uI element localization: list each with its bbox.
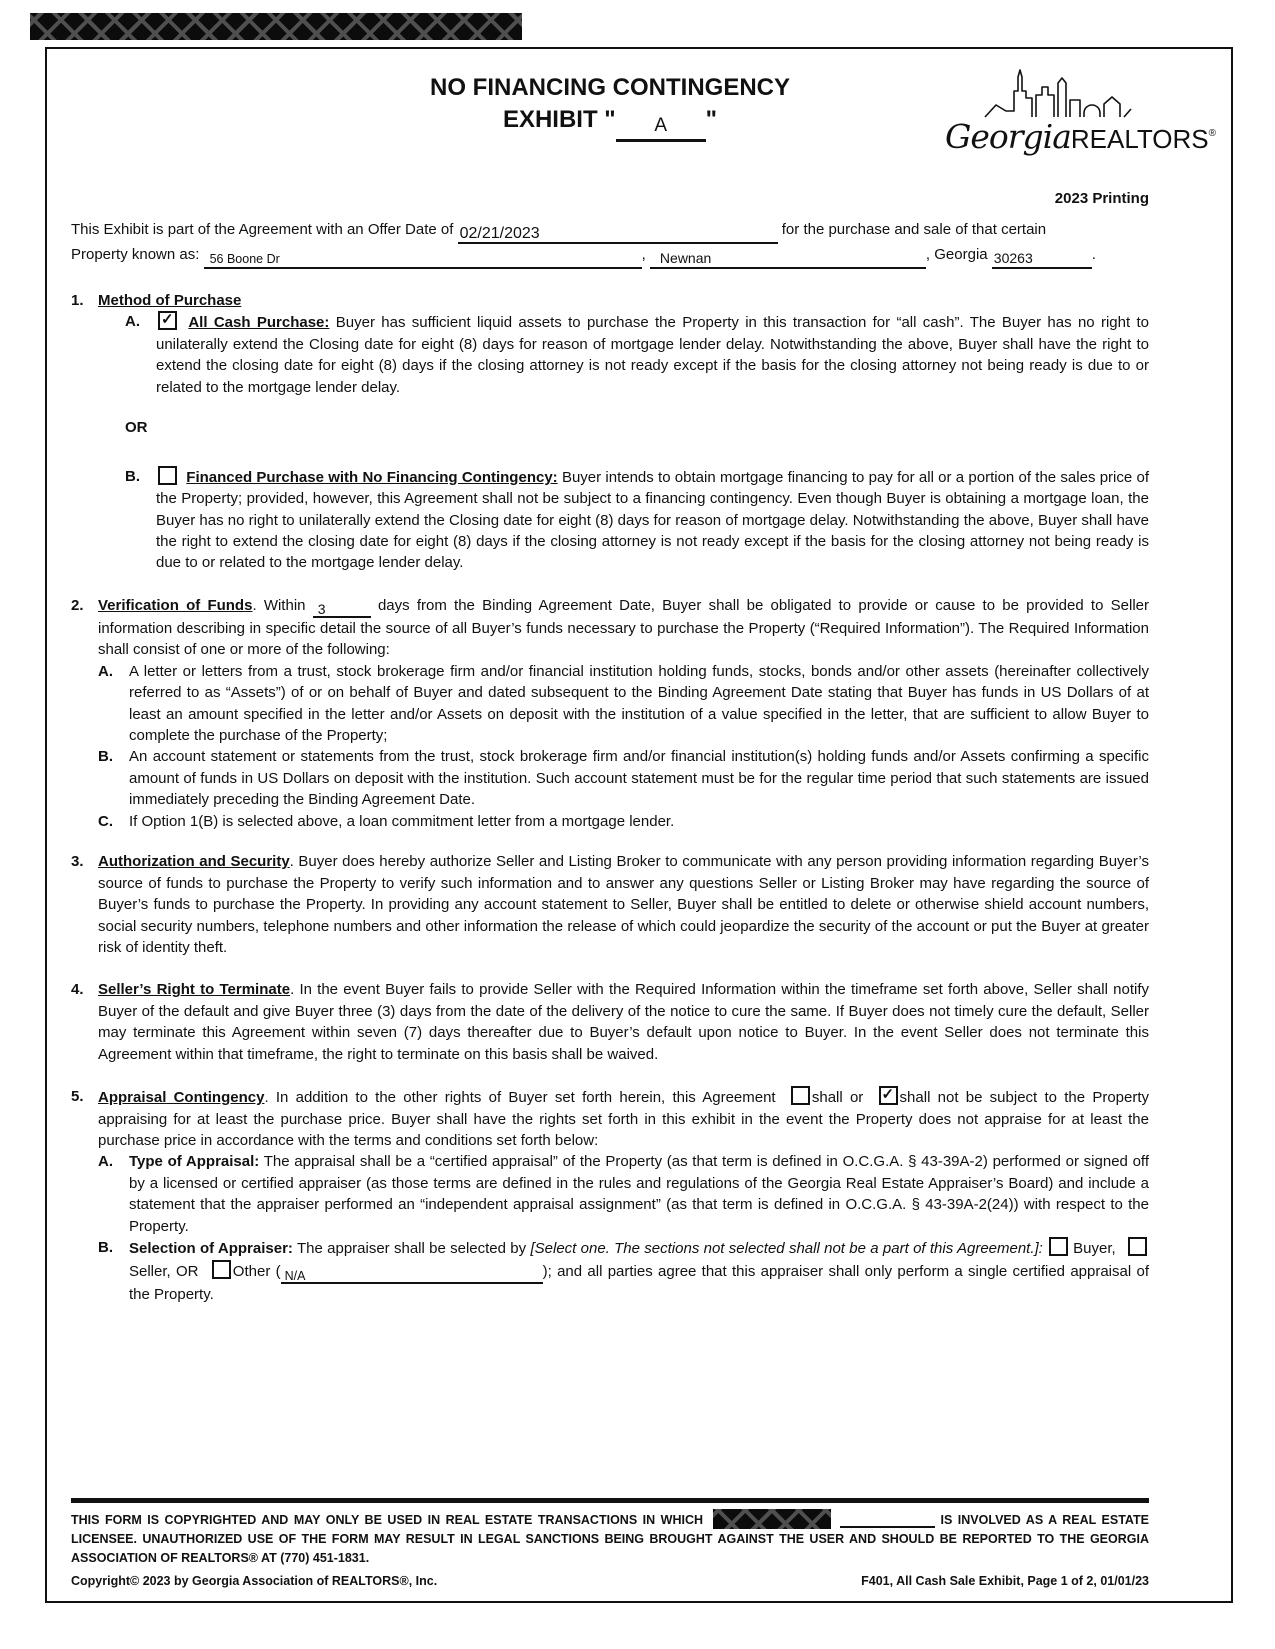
all-cash-body: Buyer has sufficient liquid assets to purchase the Property in this transaction for “all cash”. The Buyer has no right to unilaterally extend the Closing date for eight (8) days for reason of mortgage lender delay. Notwithstanding the above, Buyer shall have the right to extend the closing date for eight (8) days if the closing attorney is not ready except if the basis for the closing attorney not being ready is due to or related to the mortgage lender delay.	[156, 314, 1150, 396]
financed-purchase-body: Buyer intends to obtain mortgage financing to pay for all or a portion of the sales price of the Property; provided, however, this Agreement shall not be subject to a financing contingency. Even though Buyer is obtaining a mortgage loan, the Buyer has no right to unilaterally extend the Closing date for eight (8) days for reason of mortgage delay. Notwithstanding the above, Buyer shall have the right to extend the closing date for eight (8) days if the closing attorney is not ready except if the basis for the closing attorney not being ready is due to or related to the mortgage lender delay.	[156, 468, 1149, 572]
financed-purchase-checkbox[interactable]	[158, 466, 177, 485]
selection-body-1: The appraiser shall be selected by	[296, 1240, 527, 1258]
zip-field[interactable]	[992, 248, 1092, 269]
section-number: 1.	[71, 292, 84, 309]
item-letter: A.	[98, 1153, 113, 1171]
section-number: 3.	[71, 853, 84, 871]
terminate-body: . In the event Buyer fails to provide Seller with the Required Information within the timeframe set forth above, Seller shall notify Buyer of the default and give Buyer three (3) days from the date of the delivery of the notice to cure the same. If Buyer does not timely cure the default, Seller may terminate this Agreement within seven (7) days thereafter due to Buyer’s default upon notice to Buyer. In the event Seller does not terminate this Agreement within that timeframe, the right to terminate on this basis shall be waived.	[98, 981, 1149, 1063]
verification-lead	[98, 595, 1149, 661]
authorization-body: . Buyer does hereby authorize Seller and Listing Broker to communicate with any person providing information regarding Buyer’s source of funds to purchase the Property to verify such information and to answer any questions Seller or Listing Broker may have regarding the source of Buyer’s funds to purchase the Property. In providing any account statement to Seller, Buyer shall be entitled to delete or otherwise shield account numbers, social security numbers, telephone numbers and other information the release of which could jeopardize the security of the account or put the Buyer at greater risk of identity theft.	[98, 853, 1149, 956]
item-letter: C.	[98, 812, 113, 830]
exhibit-suffix: "	[705, 106, 718, 133]
offer-date-value: 02/21/2023	[459, 225, 540, 242]
georgia-label: , Georgia	[925, 246, 988, 263]
appraisal-item-b	[98, 1237, 1149, 1305]
terminate-paragraph	[98, 979, 1149, 1065]
select-one-instruction: [Select one. The sections not selected shall not be a part of this Agreement.]:	[530, 1240, 1043, 1258]
check-icon: ✓	[161, 311, 174, 329]
verification-item-c-text: If Option 1(B) is selected above, a loan commitment letter from a mortgage lender.	[129, 812, 675, 830]
footer-divider	[71, 1498, 1149, 1503]
section-authorization-security	[71, 851, 1149, 958]
appraisal-lead	[98, 1086, 1149, 1151]
appraisal-item-a	[98, 1151, 1149, 1237]
skyline-icon	[983, 67, 1133, 119]
verification-item-a	[98, 661, 1149, 747]
verification-body: days from the Binding Agreement Date, Buyer shall be obligated to provide or cause to be provided to Seller information describing in specific detail the source of all Buyer’s funds necessary to purchase the Property (“Required Information”). The Required Information shall consist of one or more of the following:	[98, 596, 1149, 659]
item-letter: A.	[98, 662, 113, 680]
property-label: Property known as:	[71, 246, 200, 263]
other-appraiser-field[interactable]	[281, 1265, 543, 1284]
offer-date-field[interactable]	[458, 223, 778, 244]
exhibit-letter-value: A	[654, 115, 668, 136]
logo-realtors-text: REALTORS	[1070, 124, 1209, 154]
item-letter: B.	[98, 1239, 113, 1257]
form-footer	[71, 1498, 1149, 1592]
type-of-appraisal-body: The appraisal shall be a “certified appraisal” of the Property (as that term is defined in O.C.G.A. § 43-39A-2) performed or signed off by a licensed or certified appraiser (as those terms are defined in the rules and regulations of the Georgia Real Estate Appraiser’s Board) and include a statement that the appraiser performed an “independent appraisal assignment” (as that term is defined in O.C.G.A. § 43-39A-2(24)) with respect to the Property.	[129, 1153, 1149, 1235]
selection-body-2: ); and all parties agree that this appraiser shall only perform a single certified appraisal of the Property.	[129, 1262, 1149, 1303]
appraiser-other-checkbox[interactable]	[212, 1260, 231, 1279]
footer-text-before: THIS FORM IS COPYRIGHTED AND MAY ONLY BE USED IN REAL ESTATE TRANSACTIONS IN WHICH	[71, 1512, 703, 1527]
appraiser-seller-checkbox[interactable]	[1128, 1237, 1147, 1256]
exhibit-letter-field[interactable]	[616, 113, 706, 142]
city-value: Newnan	[659, 250, 712, 266]
all-cash-checkbox[interactable]	[158, 311, 177, 330]
verification-within-text: . Within	[252, 596, 306, 614]
property-address-value: 56 Boone Dr	[209, 252, 280, 266]
section-3-heading: Authorization and Security	[98, 853, 290, 871]
zip-value: 30263	[993, 250, 1033, 266]
intro-lead-text: This Exhibit is part of the Agreement with an Offer Date of	[71, 221, 454, 238]
verification-item-a-text: A letter or letters from a trust, stock brokerage firm and/or financial institution holding funds, stocks, bonds and/or other assets (hereinafter collectively referred to as “Assets”) of or on behalf of Buyer and dated subsequent to the Binding Agreement Date stating that Buyer has funds in US Dollars of at least an amount specified in the letter and/or Assets on deposit with the institution of a value specified in the letter, that are sufficient to allow Buyer to complete the purchase of the Property;	[129, 662, 1149, 744]
shall-label: shall or	[811, 1089, 864, 1107]
section-number: 2.	[71, 596, 84, 614]
section-5-heading: Appraisal Contingency	[98, 1089, 265, 1107]
verification-item-c	[98, 811, 1149, 832]
verification-item-b	[98, 746, 1149, 810]
exhibit-prefix: EXHIBIT "	[502, 106, 616, 133]
title-line-1: NO FINANCING CONTINGENCY	[430, 74, 790, 101]
licensee-name-blank[interactable]	[840, 1512, 935, 1528]
item-letter: B.	[98, 748, 113, 766]
footer-text-after: IS INVOLVED AS A REAL ESTATE LICENSEE. UNAUTHORIZED USE OF THE FORM MAY RESULT IN LEGAL SANCTIONS BEING BROUGHT AGAINST THE USER AND SHOULD BE REPORTED TO THE GEORGIA ASSOCIATION OF REALTORS® AT (770) 451-1831.	[71, 1512, 1149, 1566]
property-line	[71, 244, 1149, 269]
appraisal-text-2: the Property appraising for at least the purchase price. Buyer shall have the rights set forth in this exhibit in the event the Property does not appraise for at least the purchase price in accordance with the terms and conditions set forth below:	[98, 1089, 1150, 1149]
type-of-appraisal-label: Type of Appraisal:	[129, 1153, 260, 1171]
appraisal-shall-checkbox[interactable]	[791, 1086, 810, 1105]
form-document	[45, 47, 1233, 1603]
option-financed	[125, 466, 1149, 574]
option-all-cash	[125, 311, 1149, 398]
authorization-paragraph	[98, 851, 1149, 958]
days-value: 3	[317, 600, 326, 617]
other-option-label: Other (	[232, 1262, 281, 1280]
section-1-heading: Method of Purchase	[98, 292, 242, 309]
footer-bottom-row	[71, 1572, 1149, 1591]
registered-mark: ®	[1208, 128, 1217, 139]
appraisal-item-a-text	[129, 1151, 1149, 1237]
logo-georgia-text: Georgia	[945, 117, 1071, 156]
appraiser-buyer-checkbox[interactable]	[1049, 1237, 1068, 1256]
intro-paragraph	[71, 219, 1149, 269]
buyer-option-label: Buyer,	[1073, 1240, 1116, 1258]
shall-not-label: shall not be subject to	[899, 1089, 1057, 1107]
all-cash-label: All Cash Purchase:	[188, 314, 330, 332]
section-number: 4.	[71, 981, 84, 999]
property-address-field[interactable]	[204, 248, 642, 269]
seller-option-label: Seller, OR	[129, 1262, 199, 1280]
copyright-notice	[71, 1509, 1149, 1569]
period-mark: .	[1091, 246, 1096, 263]
section-2-heading: Verification of Funds	[98, 596, 253, 614]
printing-year-label: 2023 Printing	[1054, 189, 1149, 207]
section-number: 5.	[71, 1088, 84, 1106]
redacted-header-bar	[30, 13, 522, 40]
form-reference: F401, All Cash Sale Exhibit, Page 1 of 2, 01/01/23	[861, 1573, 1149, 1588]
financed-purchase-label: Financed Purchase with No Financing Contingency:	[186, 468, 558, 486]
section-method-of-purchase	[71, 290, 1149, 574]
section-sellers-right-to-terminate	[71, 979, 1149, 1065]
verification-item-b-text: An account statement or statements from the trust, stock brokerage firm and/or financial institution(s) holding funds and/or Assets confirming a specific amount of funds in US Dollars on deposit with the institution. Such account statement must be for the regular time period that such statements are issued immediately preceding the Binding Agreement Date.	[129, 748, 1149, 809]
appraisal-item-b-text	[129, 1237, 1149, 1305]
logo-wordmark	[945, 113, 1217, 160]
section-appraisal-contingency	[71, 1086, 1149, 1305]
days-field[interactable]	[313, 599, 371, 618]
item-letter: A.	[125, 313, 140, 331]
option-financed-text	[156, 466, 1149, 574]
copyright-line: Copyright© 2023 by Georgia Association of REALTORS®, Inc.	[71, 1573, 438, 1588]
check-icon: ✓	[881, 1086, 895, 1104]
appraisal-text-1: . In addition to the other rights of Buyer set forth herein, this Agreement	[264, 1089, 776, 1107]
offer-date-line	[71, 219, 1149, 244]
section-4-heading: Seller’s Right to Terminate	[98, 981, 291, 999]
appraisal-shall-not-checkbox[interactable]	[879, 1086, 898, 1105]
other-appraiser-value: N/A	[284, 1268, 306, 1283]
item-letter: B.	[125, 467, 140, 485]
selection-of-appraiser-label: Selection of Appraiser:	[129, 1240, 293, 1258]
intro-after-date-text: for the purchase and sale of that certain	[781, 221, 1047, 238]
city-field[interactable]	[650, 248, 926, 269]
form-header	[71, 61, 1217, 211]
section-verification-of-funds	[71, 595, 1149, 832]
comma-separator: ,	[641, 246, 646, 263]
or-separator: OR	[125, 419, 148, 437]
option-all-cash-text	[156, 311, 1149, 398]
georgia-realtors-logo	[945, 67, 1217, 160]
redacted-licensee-name	[713, 1509, 831, 1529]
